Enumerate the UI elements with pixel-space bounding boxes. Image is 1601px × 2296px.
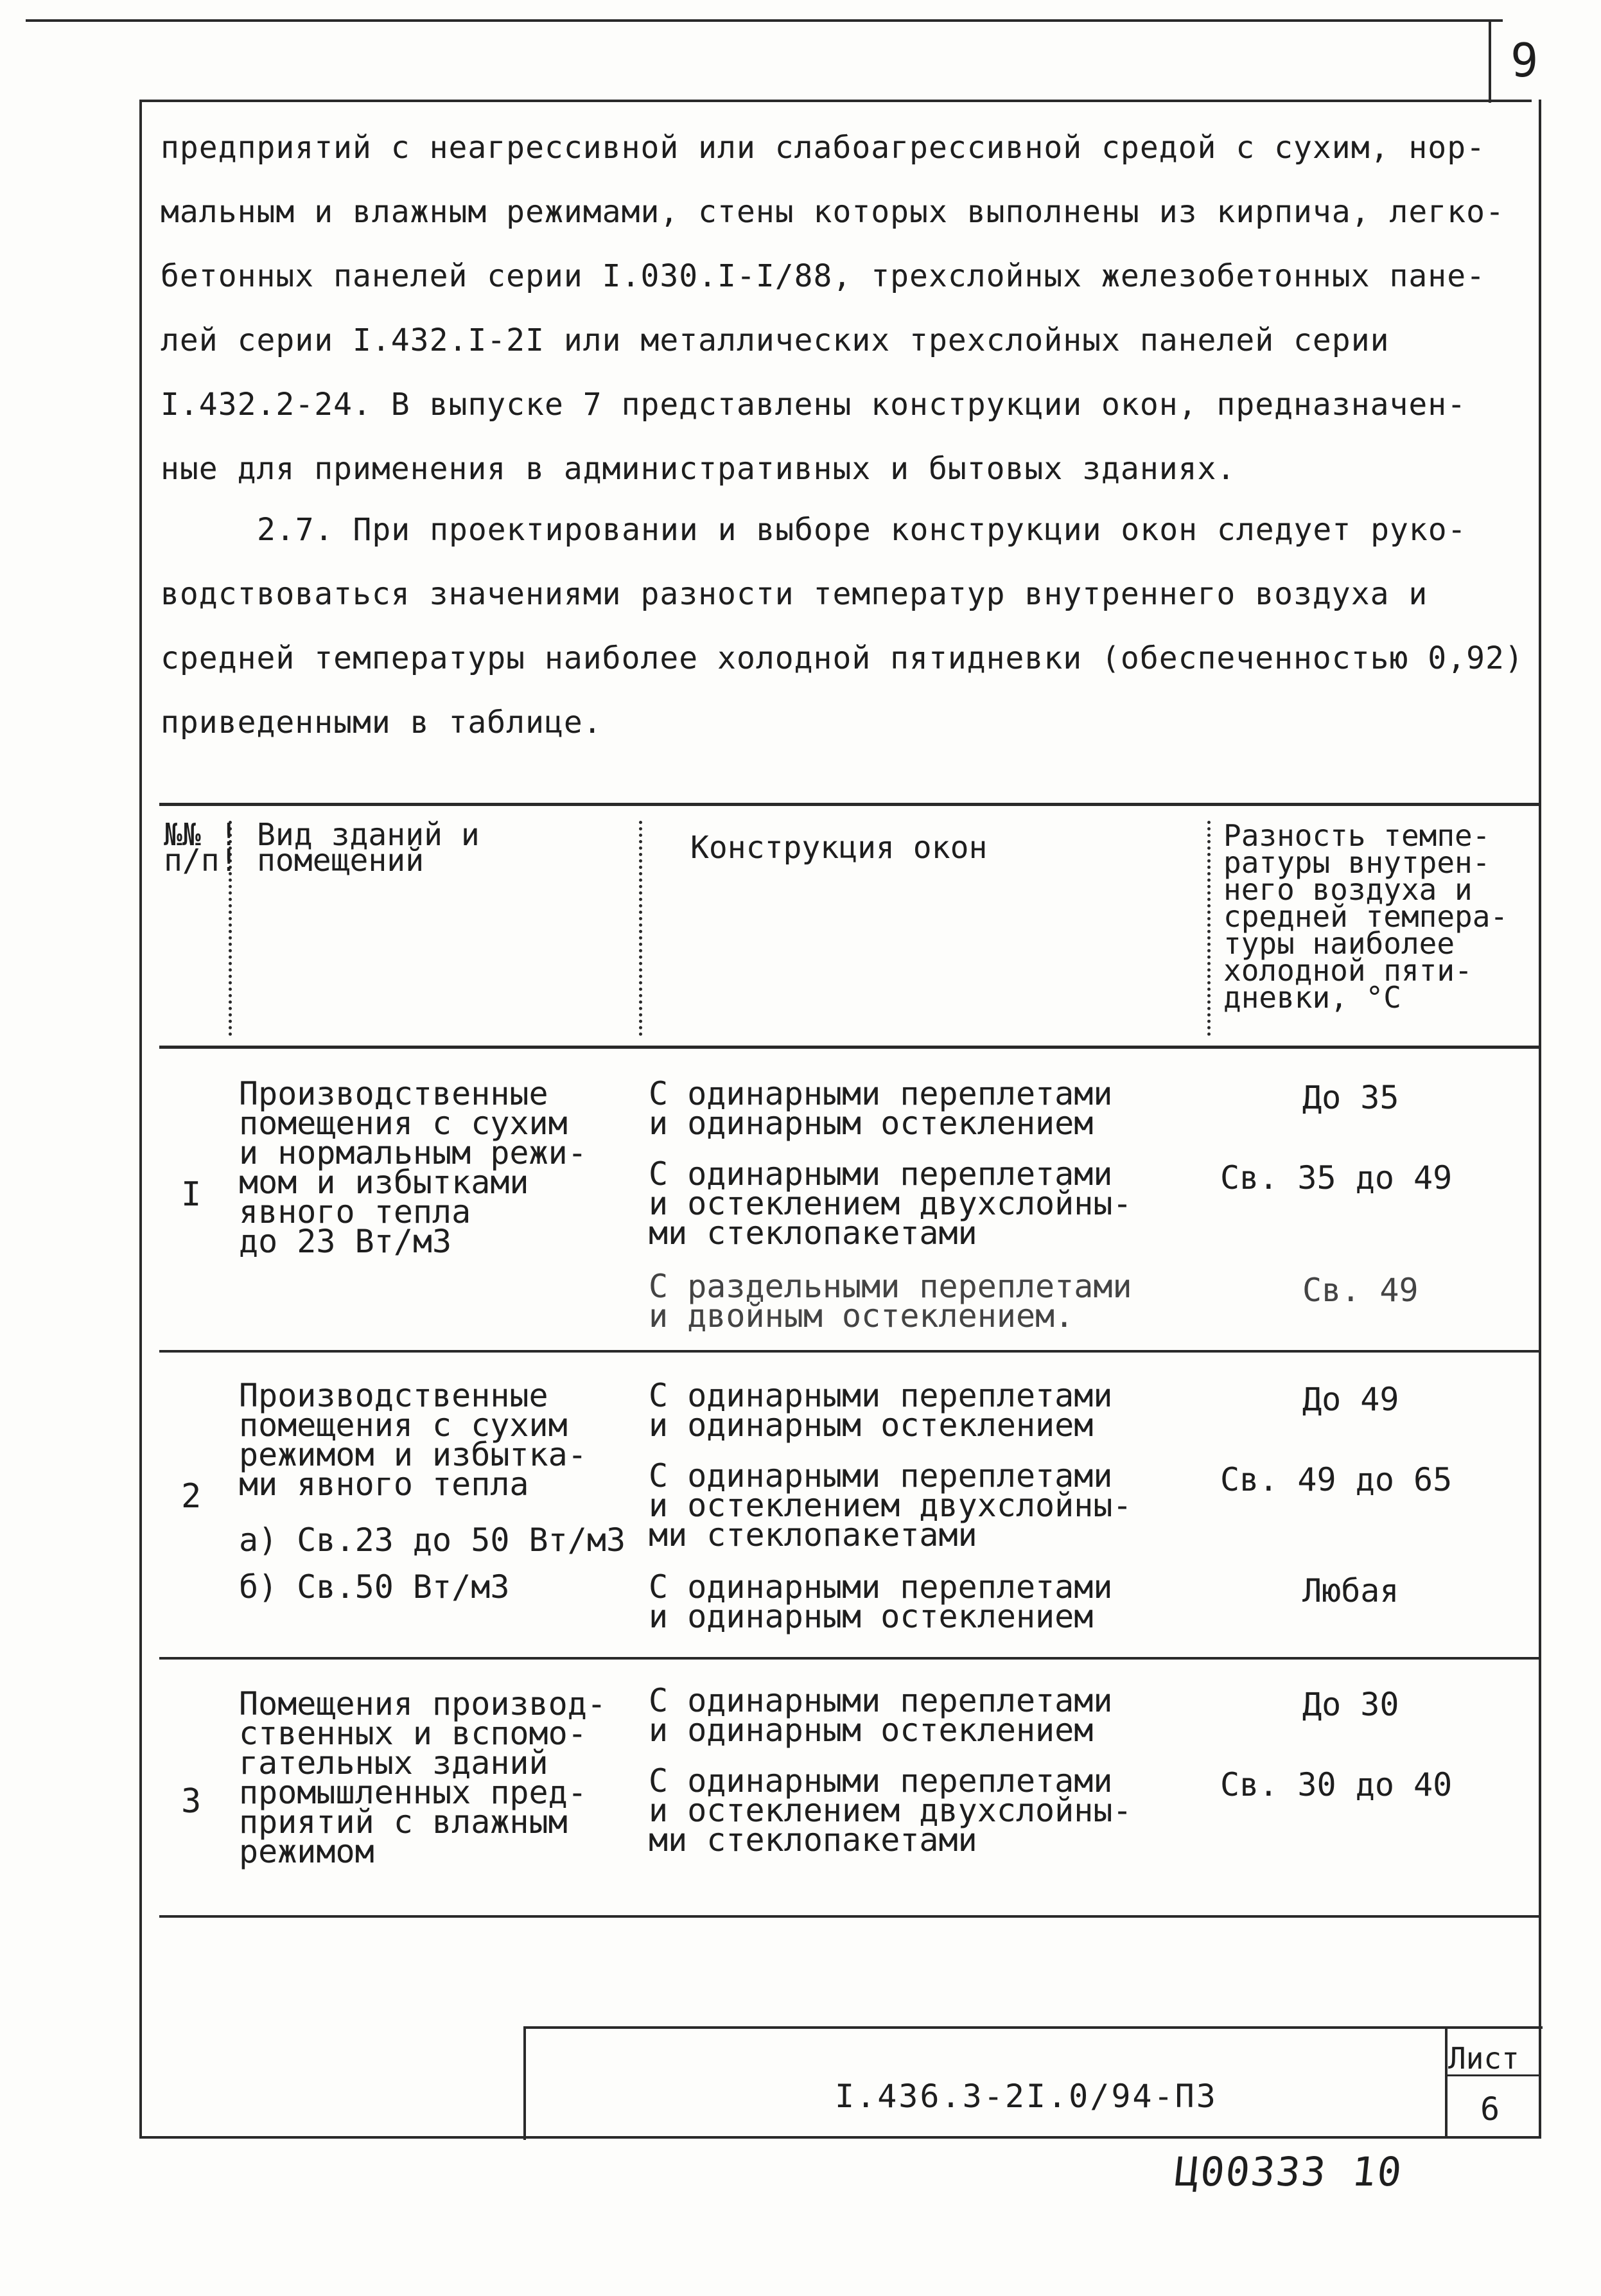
row-1-temp-2: Св. 35 до 49 [1220, 1159, 1453, 1196]
table-header-rule [159, 1046, 1540, 1049]
header-separator-3 [1207, 821, 1211, 1036]
row-2-temp-2: Св. 49 до 65 [1220, 1461, 1453, 1498]
sheet-number: 6 [1480, 2090, 1500, 2128]
header-building-type: Вид зданий и помещений [257, 817, 480, 879]
frame-top [141, 100, 1532, 102]
row-2-temp-3: Любая [1302, 1572, 1399, 1609]
row-3-temp-1: До 30 [1302, 1686, 1399, 1723]
row-3-building: Помещения производ- ственных и вспомо- гательных зданий промышленных пред- приятий с влажным режимом [239, 1685, 606, 1870]
text-line: мальным и влажным режимами, стены которых выполнены из кирпича, легко- [161, 194, 1505, 230]
paragraph-1 [161, 116, 1505, 501]
table-top-rule [159, 803, 1540, 806]
header-temperature-difference: Разность темпе- ратуры внутрен- него воздуха и средней темпера- туры наиболее холодной пяти- дневки, °С [1223, 818, 1509, 1015]
row-1-construction-1: С одинарными переплетами и одинарным остеклением [649, 1075, 1113, 1142]
text-line: водствоваться значениями разности температур внутреннего воздуха и [161, 576, 1428, 612]
frame-left [139, 100, 142, 2139]
page-number: 9 [1510, 33, 1539, 87]
row-1-temp-1: До 35 [1302, 1079, 1399, 1116]
table-row-2-rule [159, 1657, 1540, 1660]
row-2-subtype-a: а) Св.23 до 50 Вт/м3 [239, 1521, 626, 1559]
header-number: №№ ! п/п! [164, 817, 238, 879]
table-bottom-rule [159, 1915, 1540, 1918]
page-number-box-border [1489, 19, 1491, 103]
row-1-construction-3: С раздельными переплетами и двойным остеклением. [649, 1268, 1132, 1335]
header-separator-2 [639, 821, 642, 1036]
row-2-construction-2: С одинарными переплетами и остеклением двухслойны- ми стеклопакетами [649, 1457, 1132, 1554]
text-line: 2.7. При проектировании и выборе конструкции окон следует руко- [257, 512, 1467, 548]
header-window-construction: Конструкция окон [690, 830, 988, 866]
row-2-construction-1: С одинарными переплетами и одинарным остеклением [649, 1377, 1113, 1444]
archive-number: Ц00333 10 [1173, 2148, 1405, 2195]
row-3-construction-1: С одинарными переплетами и одинарным остеклением [649, 1682, 1113, 1749]
row-1-number: I [181, 1175, 202, 1214]
row-3-number: 3 [181, 1782, 202, 1821]
row-3-temp-2: Св. 30 до 40 [1220, 1766, 1453, 1803]
row-2-building: Производственные помещения с сухим режимом и избытка- ми явного тепла [239, 1377, 587, 1503]
row-2-number: 2 [181, 1477, 202, 1516]
row-2-temp-1: До 49 [1302, 1381, 1399, 1418]
text-line: ные для применения в административных и бытовых зданиях. [161, 451, 1236, 487]
table-row-1-rule [159, 1350, 1540, 1353]
text-line: приведенными в таблице. [161, 705, 602, 741]
text-line: бетонных панелей серии I.030.I-I/88, трехслойных железобетонных пане- [161, 258, 1485, 294]
document-code: I.436.3-2I.0/94-ПЗ [835, 2078, 1218, 2115]
paragraph-2 [161, 498, 1524, 755]
text-line: I.432.2-24. В выпуске 7 представлены конструкции окон, предназначен- [161, 387, 1467, 423]
row-1-temp-3: Св. 49 [1302, 1272, 1419, 1309]
row-3-construction-2: С одинарными переплетами и остеклением двухслойны- ми стеклопакетами [649, 1762, 1132, 1859]
title-block-sheet-divider [1445, 2026, 1448, 2137]
row-2-subtype-b: б) Св.50 Вт/м3 [239, 1568, 510, 1606]
text-line: лей серии I.432.I-2I или металлических трехслойных панелей серии [161, 322, 1390, 358]
row-1-building: Производственные помещения с сухим и нормальным режи- мом и избытками явного тепла до 23 Вт/м3 [239, 1075, 587, 1260]
row-2-construction-3: С одинарными переплетами и одинарным остеклением [649, 1568, 1113, 1635]
frame-right [1539, 100, 1541, 2139]
text-line: предприятий с неагрессивной или слабоагрессивной средой с сухим, нор- [161, 130, 1485, 166]
text-line: средней температуры наиболее холодной пятидневки (обеспеченностью 0,92) [161, 640, 1524, 676]
sheet-label: Лист [1448, 2041, 1519, 2076]
top-edge-line [26, 19, 1503, 22]
row-1-construction-2: С одинарными переплетами и остеклением двухслойны- ми стеклопакетами [649, 1155, 1132, 1252]
